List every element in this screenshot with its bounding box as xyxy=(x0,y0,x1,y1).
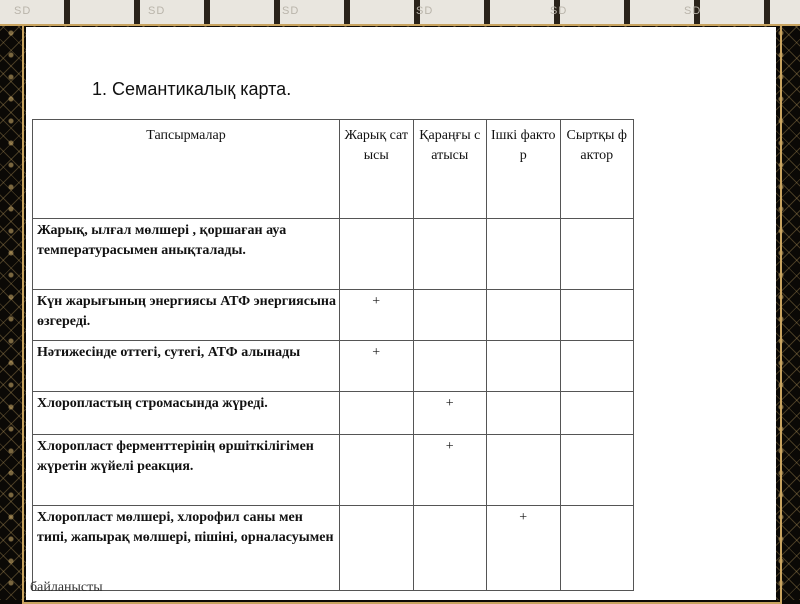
frame-top-strip xyxy=(0,0,800,26)
mark-cell xyxy=(487,392,561,435)
table-row xyxy=(33,219,634,290)
mark-cell xyxy=(413,219,487,290)
slide-page xyxy=(26,27,776,600)
mark-cell xyxy=(340,435,414,506)
watermark: SD xyxy=(14,5,32,17)
task-cell: Күн жарығының энергиясы АТФ энергиясына өзгереді. xyxy=(33,290,340,341)
table-row xyxy=(33,341,634,392)
watermark: SD xyxy=(416,5,434,17)
mark-cell xyxy=(560,435,634,506)
task-cell: Хлоропласт мөлшері, хлорофил саны мен типі, жапырақ мөлшері, пішіні, орналасуымен xyxy=(33,506,340,591)
header-tasks: Тапсырмалар xyxy=(33,120,340,219)
header-external-factor: Сыртқы фактор xyxy=(560,120,634,219)
mark-cell: + xyxy=(487,506,561,591)
watermark: SD xyxy=(282,5,300,17)
mark-cell xyxy=(487,341,561,392)
mark-cell xyxy=(487,219,561,290)
mark-cell xyxy=(560,219,634,290)
semantic-map-table xyxy=(32,119,634,591)
task-cell: Нәтижесінде оттегі, сутегі, АТФ алынады xyxy=(33,341,340,392)
watermark: SD xyxy=(148,5,166,17)
watermark: SD xyxy=(550,5,568,17)
header-dark-phase: Қараңғы сатысы xyxy=(413,120,487,219)
mark-cell: + xyxy=(413,392,487,435)
mark-cell xyxy=(340,219,414,290)
slide-title: 1. Семантикалық карта. xyxy=(92,79,292,99)
mark-cell: + xyxy=(413,435,487,506)
watermark: SD xyxy=(684,5,702,17)
mark-cell xyxy=(340,392,414,435)
mark-cell xyxy=(413,290,487,341)
mark-cell xyxy=(560,392,634,435)
task-cell: Хлоропласт ферменттерінің өршіткілігімен жүретін жүйелі реакция. xyxy=(33,435,340,506)
mark-cell: + xyxy=(340,341,414,392)
table-row xyxy=(33,506,634,591)
table-header-row xyxy=(33,120,634,219)
mark-cell xyxy=(487,290,561,341)
table-row xyxy=(33,435,634,506)
mark-cell xyxy=(487,435,561,506)
table-row xyxy=(33,392,634,435)
mark-cell xyxy=(340,506,414,591)
task-cell: Жарық, ылғал мөлшері , қоршаған ауа температурасымен анықталады. xyxy=(33,219,340,290)
mark-cell xyxy=(560,506,634,591)
table-row xyxy=(33,290,634,341)
mark-cell xyxy=(560,341,634,392)
mark-cell xyxy=(560,290,634,341)
overflow-text-fragment: байланысты xyxy=(30,580,103,595)
mark-cell xyxy=(413,506,487,591)
header-internal-factor: Ішкі фактор xyxy=(487,120,561,219)
task-cell: Хлоропластың стромасында жүреді. xyxy=(33,392,340,435)
header-light-phase: Жарық сатысы xyxy=(340,120,414,219)
mark-cell: + xyxy=(340,290,414,341)
mark-cell xyxy=(413,341,487,392)
